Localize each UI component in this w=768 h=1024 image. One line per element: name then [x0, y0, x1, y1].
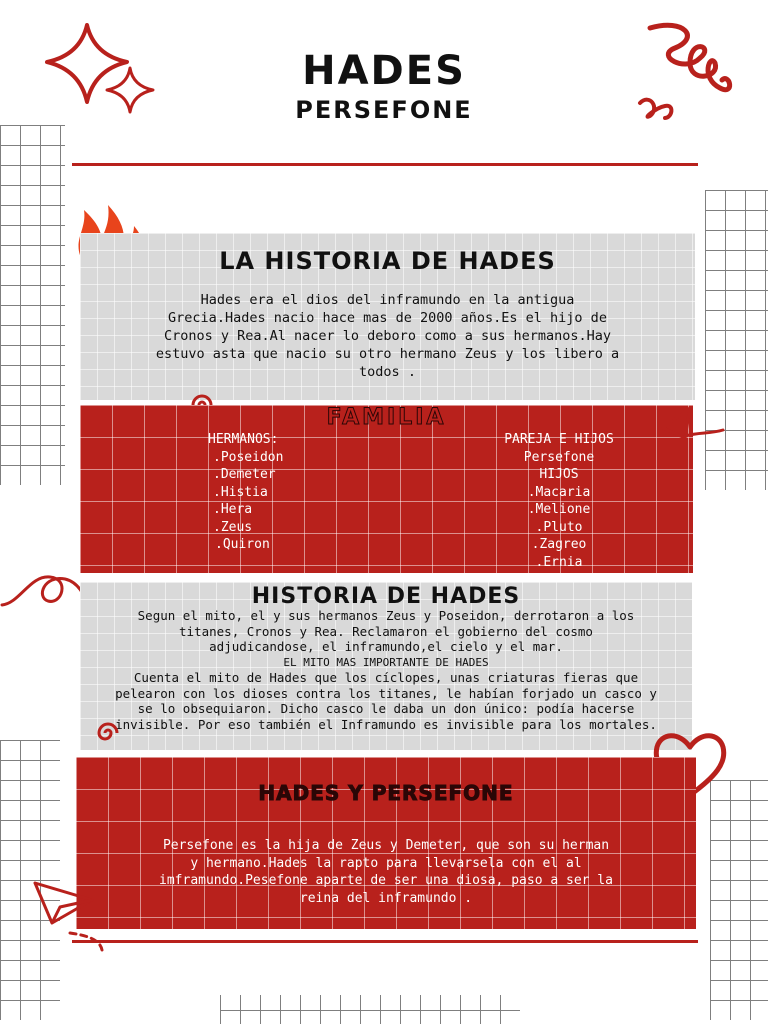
myth-line: Cuenta el mito de Hades que los cíclopes, unas criaturas fieras que [133, 670, 639, 685]
list-item: .Hera [213, 502, 253, 517]
myth-line: adjudicandose, el inframundo,el cielo y el mar. [209, 639, 563, 654]
paper-plane-icon [655, 398, 725, 448]
footer-divider [72, 940, 698, 943]
list-item: .Pluto [535, 519, 583, 535]
header-divider [72, 163, 698, 166]
curl-icon [0, 565, 90, 625]
page-title: HADES [302, 48, 466, 94]
grid-paper-right-bottom [710, 780, 768, 1020]
list-item: .Zeus [213, 519, 253, 535]
myth-line: titanes, Cronos y Rea. Reclamaron el gobierno del cosmo [179, 623, 593, 639]
list-item: .Poseidon [213, 449, 284, 465]
partner-children-list [498, 431, 620, 571]
family-card [80, 405, 693, 573]
myth-line: Segun el mito, el y sus hermanos Zeus y Poseidon, derrotaron a los [137, 608, 635, 623]
hades-persefone-title: HADES Y PERSEFONE [258, 781, 514, 805]
list-item: .Quiron [215, 537, 270, 552]
list-item: .Ernia [535, 554, 583, 570]
spiral-icon [90, 718, 126, 748]
siblings-list [208, 431, 283, 554]
history-line: Hades era el dios del inframundo en la antigua [200, 292, 575, 308]
myth-line: pelearon con los dioses contra los titanes, le habían forjado un casco y [115, 685, 657, 701]
persefone-line: y hermano.Hades la rapto para llevarsela con el al [190, 855, 582, 871]
page-subtitle: PERSEFONE [295, 96, 473, 124]
grid-paper-left-top [0, 125, 65, 485]
family-title: FAMILIA [326, 405, 447, 430]
list-item: HIJOS [539, 467, 579, 482]
myth-title: HISTORIA DE HADES [251, 584, 521, 609]
grid-paper-bottom-strip [220, 990, 520, 1024]
hades-persefone-card [76, 757, 696, 929]
list-item: .Demeter [213, 467, 276, 482]
persefone-line: reina del inframundo . [299, 890, 473, 906]
myth-text [80, 608, 692, 732]
list-item: .Melione [527, 502, 591, 517]
history-line: Cronos y Rea.Al nacer lo deboro como a sus hermanos.Hay [163, 328, 612, 344]
history-line: Grecia.Hades nacio hace mas de 2000 años.Es el hijo de [168, 310, 607, 326]
history-card [80, 233, 695, 400]
persefone-line: imframundo.Pesefone aparte de ser una diosa, paso a ser la [159, 873, 613, 888]
siblings-header: HERMANOS: [208, 432, 279, 447]
hades-persefone-text [76, 837, 696, 907]
list-item: .Histia [213, 484, 268, 500]
history-line: estuvo asta que nacio su otro hermano Zeus y los libero a [155, 346, 620, 362]
partner-header: PAREJA E HIJOS [504, 432, 614, 447]
list-item: Persefone [523, 449, 595, 465]
history-text [80, 291, 695, 381]
myth-line: invisible. Por eso también el Inframundo es invisible para los mortales. [115, 716, 657, 732]
myth-subheading: EL MITO MAS IMPORTANTE DE HADES [283, 655, 489, 669]
history-title: LA HISTORIA DE HADES [219, 247, 556, 275]
paper-plane-icon [30, 875, 110, 955]
myth-card [80, 582, 692, 750]
list-item: .Macaria [527, 484, 591, 500]
persefone-line: Persefone es la hija de Zeus y Demeter, que son su herman [162, 838, 610, 853]
list-item: .Zagreo [531, 537, 587, 552]
myth-line: se lo obsequiaron. Dicho casco le daba un don único: podía hacerse [137, 701, 635, 716]
history-line: todos . [359, 364, 416, 380]
